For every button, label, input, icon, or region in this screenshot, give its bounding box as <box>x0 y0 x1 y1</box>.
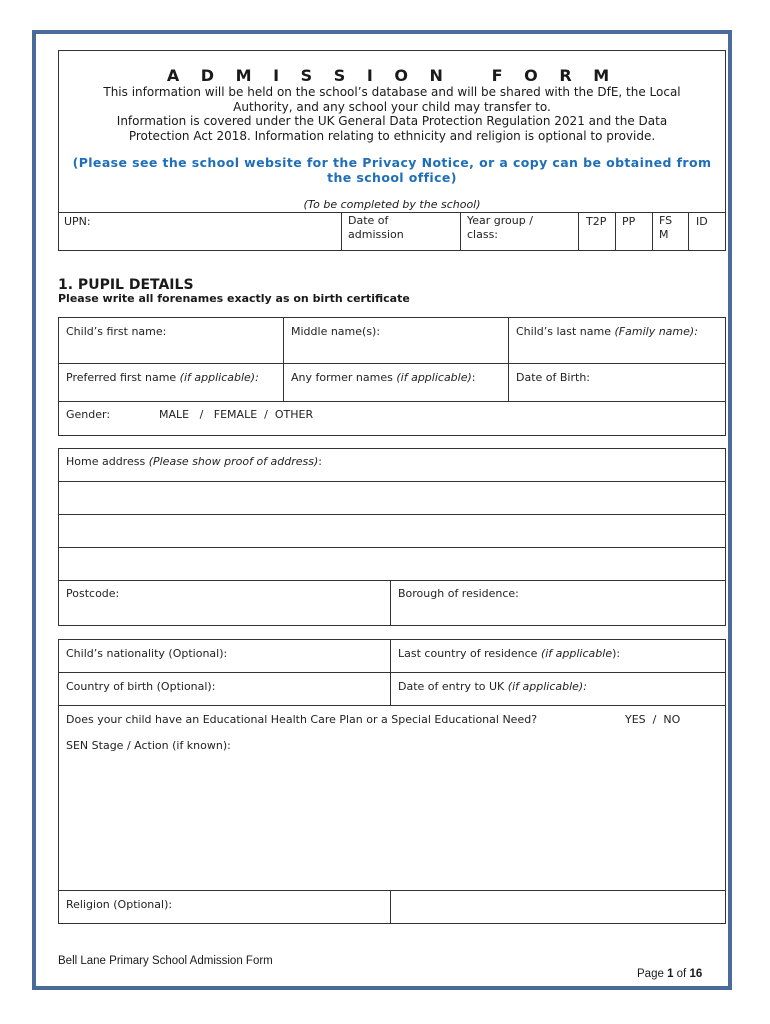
office-row-top <box>58 212 726 213</box>
field-label: Last country of residence <box>398 647 541 660</box>
field-note: (if applicable) <box>396 371 472 384</box>
gender-label: Gender: <box>66 408 111 421</box>
postcode-field[interactable]: Postcode: <box>66 587 120 600</box>
intro-line: Protection Act 2018. Information relating to ethnicity and religion is optional to provide. <box>128 128 656 143</box>
office-divider <box>341 212 342 251</box>
field-note: (if applicable <box>540 647 613 660</box>
ehcp-question: Does your child have an Educational Health Care Plan or a Special Educational Need? <box>66 713 538 726</box>
office-divider <box>615 212 616 251</box>
field-label: : <box>318 455 323 468</box>
field-label-line: admission <box>348 228 404 241</box>
date-of-birth-field[interactable]: Date of Birth: <box>516 371 591 384</box>
intro-line: This information will be held on the school’s database and will be shared with the DfE, the Local <box>103 85 681 99</box>
table-row-line <box>58 514 726 515</box>
field-note: (Family name): <box>614 325 698 338</box>
field-note: (if applicable): <box>179 371 259 384</box>
page-total: 16 <box>689 968 703 980</box>
country-of-birth-field[interactable]: Country of birth (Optional): <box>66 680 216 693</box>
field-label: Any former names <box>291 371 397 384</box>
borough-field[interactable]: Borough of residence: <box>398 587 519 600</box>
table-row-line <box>58 672 726 673</box>
nationality-field[interactable]: Child’s nationality (Optional): <box>66 647 228 660</box>
pp-field[interactable]: PP <box>622 215 636 228</box>
office-note: (To be completed by the school) <box>303 198 481 211</box>
privacy-notice <box>58 155 726 185</box>
upn-field[interactable]: UPN: <box>64 215 91 228</box>
footer-form-name: Bell Lane Primary School Admission Form <box>58 955 273 967</box>
middle-names-field[interactable]: Middle name(s): <box>291 325 381 338</box>
last-country-field[interactable] <box>398 647 620 660</box>
home-address-field[interactable] <box>66 455 322 468</box>
field-label-line: FS <box>659 214 673 227</box>
table-row-line <box>58 401 726 402</box>
table-row-line <box>58 890 726 891</box>
table-col-line <box>508 317 509 401</box>
intro-text <box>58 85 726 143</box>
field-label-line: Year group / <box>467 214 533 227</box>
field-label: Preferred first name <box>66 371 180 384</box>
table-row-line <box>58 705 726 706</box>
table-row-line <box>58 363 726 364</box>
table-col-line <box>390 580 391 626</box>
last-name-field[interactable] <box>516 325 698 338</box>
office-divider <box>578 212 579 251</box>
first-name-field[interactable]: Child’s first name: <box>66 325 167 338</box>
id-field[interactable]: ID <box>696 215 708 228</box>
field-label-line: Date of <box>348 214 389 227</box>
ehcp-options[interactable]: YES / NO <box>625 713 681 726</box>
privacy-notice-line: (Please see the school website for the Privacy Notice, or a copy can be obtained from <box>72 155 712 170</box>
intro-line: Authority, and any school your child may transfer to. <box>233 99 551 114</box>
page-label: of <box>673 968 690 980</box>
privacy-notice-line: the school office) <box>327 170 457 185</box>
field-label: Home address <box>66 455 149 468</box>
fsm-field[interactable] <box>659 215 672 241</box>
field-label-line: M <box>659 228 669 241</box>
office-divider <box>688 212 689 251</box>
field-label: Child’s last name <box>516 325 615 338</box>
table-row-line <box>58 481 726 482</box>
field-label: Date of entry to UK <box>398 680 508 693</box>
table-row-line <box>58 547 726 548</box>
field-note: (if applicable): <box>507 680 587 693</box>
religion-field[interactable]: Religion (Optional): <box>66 898 173 911</box>
section-heading: 1. PUPIL DETAILS <box>58 277 194 293</box>
intro-line: Information is covered under the UK General Data Protection Regulation 2021 and the Data <box>116 114 668 128</box>
preferred-name-field[interactable] <box>66 371 259 384</box>
date-of-admission-field[interactable] <box>348 215 404 241</box>
field-label: ): <box>612 647 621 660</box>
gender-options[interactable]: MALE / FEMALE / OTHER <box>159 408 314 421</box>
page-current: 1 <box>667 968 674 980</box>
table-row-line <box>58 580 726 581</box>
former-names-field[interactable] <box>291 371 476 384</box>
field-note: (Please show proof of address) <box>148 455 319 468</box>
page-number <box>637 968 702 980</box>
year-group-field[interactable] <box>467 215 533 241</box>
date-of-entry-field[interactable] <box>398 680 587 693</box>
field-label-line: class: <box>467 228 499 241</box>
table-col-line <box>390 890 391 924</box>
sen-stage-field[interactable]: SEN Stage / Action (if known): <box>66 739 231 752</box>
address-table <box>58 448 726 626</box>
office-divider <box>652 212 653 251</box>
page-label: Page <box>637 968 668 980</box>
form-title: A D M I S S I O N F O R M <box>166 66 618 85</box>
table-col-line <box>283 317 284 401</box>
section-subheading: Please write all forenames exactly as on birth certificate <box>58 292 410 305</box>
field-label: : <box>471 371 476 384</box>
table-col-line <box>390 639 391 705</box>
office-divider <box>460 212 461 251</box>
t2p-field[interactable]: T2P <box>586 215 607 228</box>
